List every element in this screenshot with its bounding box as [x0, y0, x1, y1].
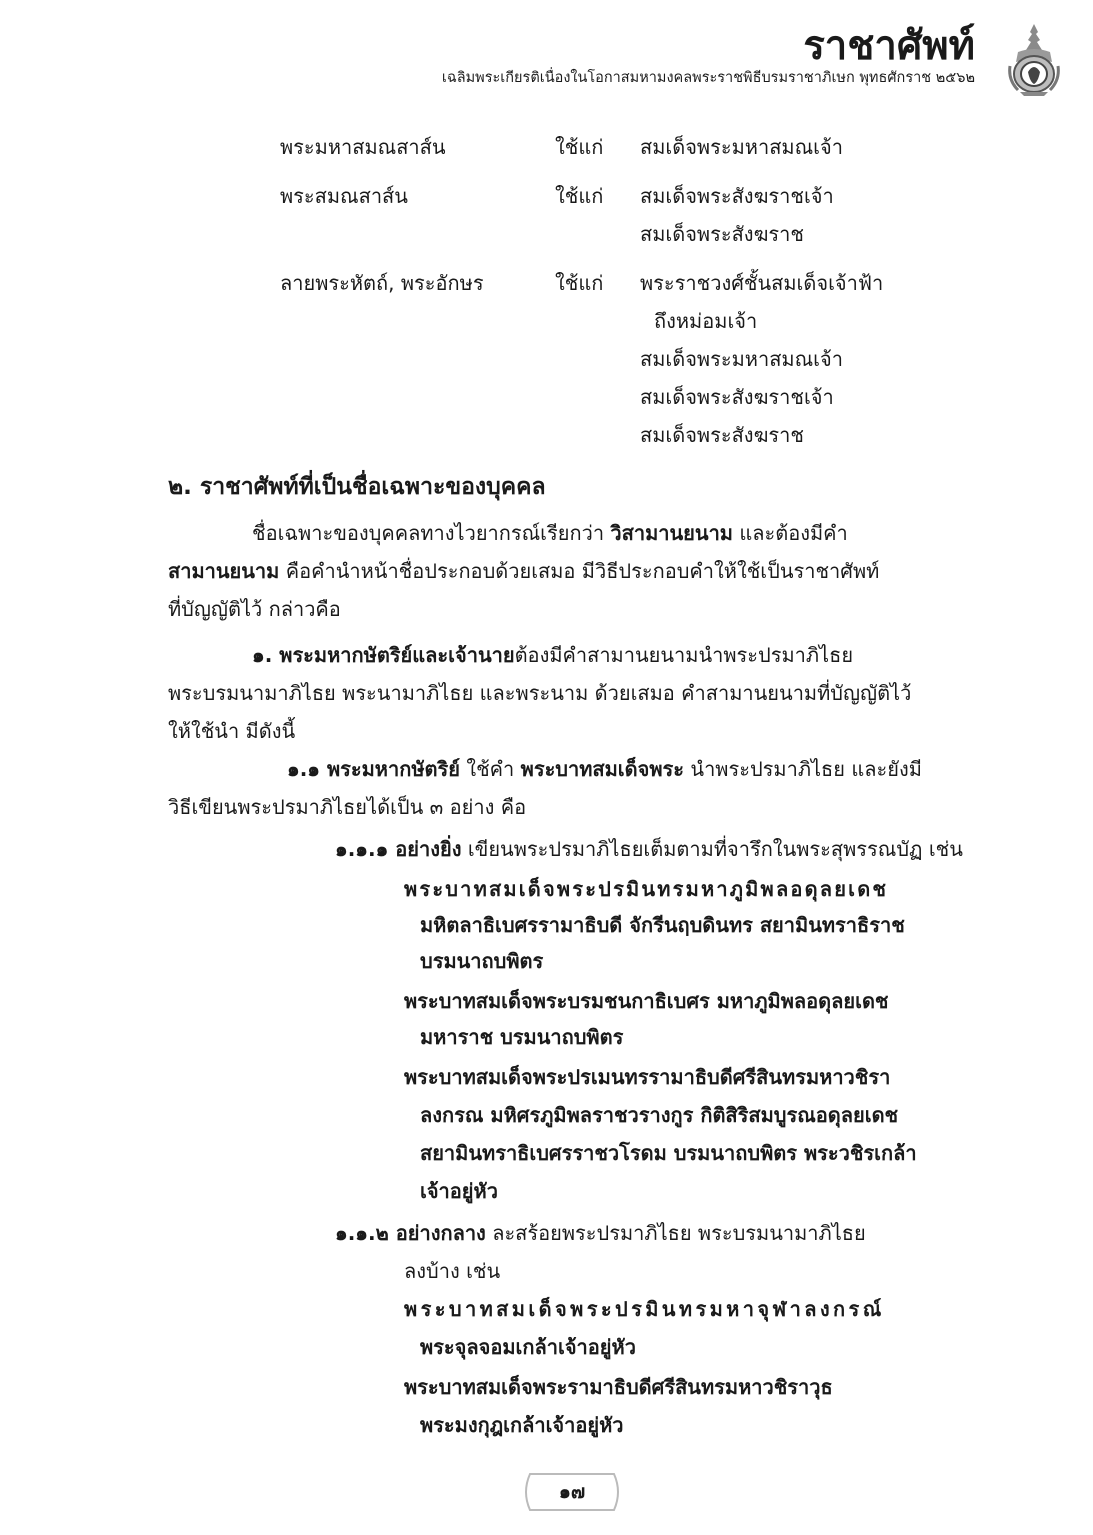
usage-target-3-2: ถึงหม่อมเจ้า — [654, 309, 758, 333]
usage-target-3-1: พระราชวงศ์ชั้นสมเด็จเจ้าฟ้า — [640, 271, 884, 295]
sub1-label: ๑.๑.๑ อย่างยิ่ง — [335, 837, 462, 861]
usage-term-3: ลายพระหัตถ์, พระอักษร — [280, 271, 484, 295]
usage-target-2-1: สมเด็จพระสังฆราชเจ้า — [640, 184, 834, 208]
page-number: ๑๗ — [558, 1481, 586, 1503]
sub1-example3-line2: ลงกรณ มหิศรภูมิพลราชวรางกูร กิติสิริสมบูรณอดุลยเดช — [420, 1103, 899, 1127]
para2-text: ต้องมีคำสามานยนามนำพระปรมาภิไธย — [514, 643, 854, 667]
usage-connector-1: ใช้แก่ — [555, 135, 604, 159]
para3-text: ใช้คำ — [466, 757, 515, 781]
sub1-example3-line3: สยามินทราธิเบศรราชวโรดม บรมนาถบพิตร พระวชิรเกล้า — [420, 1141, 917, 1165]
para1-line2 — [168, 552, 879, 590]
sub2-example1-line1: พระบาทสมเด็จพระปรมินทรมหาจุฬาลงกรณ์ — [404, 1297, 885, 1321]
header-subtitle: เฉลิมพระเกียรติเนื่องในโอกาสมหามงคลพระราชพิธีบรมราชาภิเษก พุทธศักราช ๒๕๖๒ — [441, 70, 975, 86]
para3-line2: วิธีเขียนพระปรมาภิไธยได้เป็น ๓ อย่าง คือ — [168, 795, 527, 819]
para1-line3: ที่บัญญัติไว้ กล่าวคือ — [168, 597, 341, 621]
term-visamanyanam: วิสามานยนาม — [610, 521, 733, 545]
term-samanyanam: สามานยนาม — [168, 559, 280, 583]
para3-line1 — [287, 750, 922, 788]
sub1-example3-line4: เจ้าอยู่หัว — [420, 1179, 498, 1203]
para2-heading: ๑. พระมหากษัตริย์และเจ้านาย — [252, 643, 515, 667]
usage-term-1: พระมหาสมณสาส์น — [280, 135, 446, 159]
sub2-example1-line2: พระจุลจอมเกล้าเจ้าอยู่หัว — [420, 1335, 636, 1359]
para1-text: และต้องมีคำ — [739, 521, 848, 545]
section-heading: ๒. ราชาศัพท์ที่เป็นชื่อเฉพาะของบุคคล — [168, 474, 546, 500]
usage-connector-2: ใช้แก่ — [555, 184, 604, 208]
usage-target-1-1: สมเด็จพระมหาสมณเจ้า — [640, 135, 843, 159]
sub1-example2-line1: พระบาทสมเด็จพระบรมชนกาธิเบศร มหาภูมิพลอดุลยเดช — [404, 989, 889, 1013]
sub1-example1-line2: มหิตลาธิเบศรรามาธิบดี จักรีนฤบดินทร สยามินทราธิราช — [420, 913, 905, 937]
para2-line1 — [252, 636, 853, 674]
para1-text: คือคำนำหน้าชื่อประกอบด้วยเสมอ มีวิธีประกอบคำให้ใช้เป็นราชาศัพท์ — [285, 559, 880, 583]
sub1-example1-line3: บรมนาถบพิตร — [420, 949, 544, 973]
sub2-example2-line1: พระบาทสมเด็จพระรามาธิบดีศรีสินทรมหาวชิราวุธ — [404, 1375, 833, 1399]
para3-text: นำพระปรมาภิไธย และยังมี — [690, 757, 922, 781]
sub1-line — [335, 830, 963, 868]
sub2-line2: ลงบ้าง เช่น — [404, 1259, 501, 1283]
sub2-label: ๑.๑.๒ อย่างกลาง — [335, 1221, 486, 1245]
usage-target-2-2: สมเด็จพระสังฆราช — [640, 222, 804, 246]
para1-text: ชื่อเฉพาะของบุคคลทางไวยากรณ์เรียกว่า — [252, 521, 605, 545]
sub1-example2-line2: มหาราช บรมนาถบพิตร — [420, 1025, 624, 1049]
usage-connector-3: ใช้แก่ — [555, 271, 604, 295]
header-title: ราชาศัพท์ — [803, 23, 975, 69]
usage-target-3-5: สมเด็จพระสังฆราช — [640, 423, 804, 447]
para3-heading: ๑.๑ พระมหากษัตริย์ — [287, 757, 460, 781]
sub1-example3-line1: พระบาทสมเด็จพระปรเมนทรรามาธิบดีศรีสินทรมหาวชิรา — [404, 1065, 891, 1089]
usage-target-3-4: สมเด็จพระสังฆราชเจ้า — [640, 385, 834, 409]
usage-target-3-3: สมเด็จพระมหาสมณเจ้า — [640, 347, 843, 371]
royal-emblem-icon — [1004, 22, 1064, 96]
sub2-example2-line2: พระมงกุฎเกล้าเจ้าอยู่หัว — [420, 1413, 624, 1437]
para2-line2: พระบรมนามาภิไธย พระนามาภิไธย และพระนาม ด้วยเสมอ คำสามานยนามที่บัญญัติไว้ — [168, 681, 912, 705]
sub2-text: ละสร้อยพระปรมาภิไธย พระบรมนามาภิไธย — [492, 1221, 866, 1245]
para1-line1 — [252, 514, 848, 552]
usage-term-2: พระสมณสาส์น — [280, 184, 408, 208]
sub1-example1-line1: พระบาทสมเด็จพระปรมินทรมหาภูมิพลอดุลยเดช — [404, 877, 889, 901]
sub2-line — [335, 1214, 866, 1252]
term-phrabat: พระบาทสมเด็จพระ — [520, 757, 685, 781]
sub1-text: เขียนพระปรมาภิไธยเต็มตามที่จารึกในพระสุพรรณบัฏ เช่น — [467, 837, 963, 861]
para2-line3: ให้ใช้นำ มีดังนี้ — [168, 719, 296, 743]
